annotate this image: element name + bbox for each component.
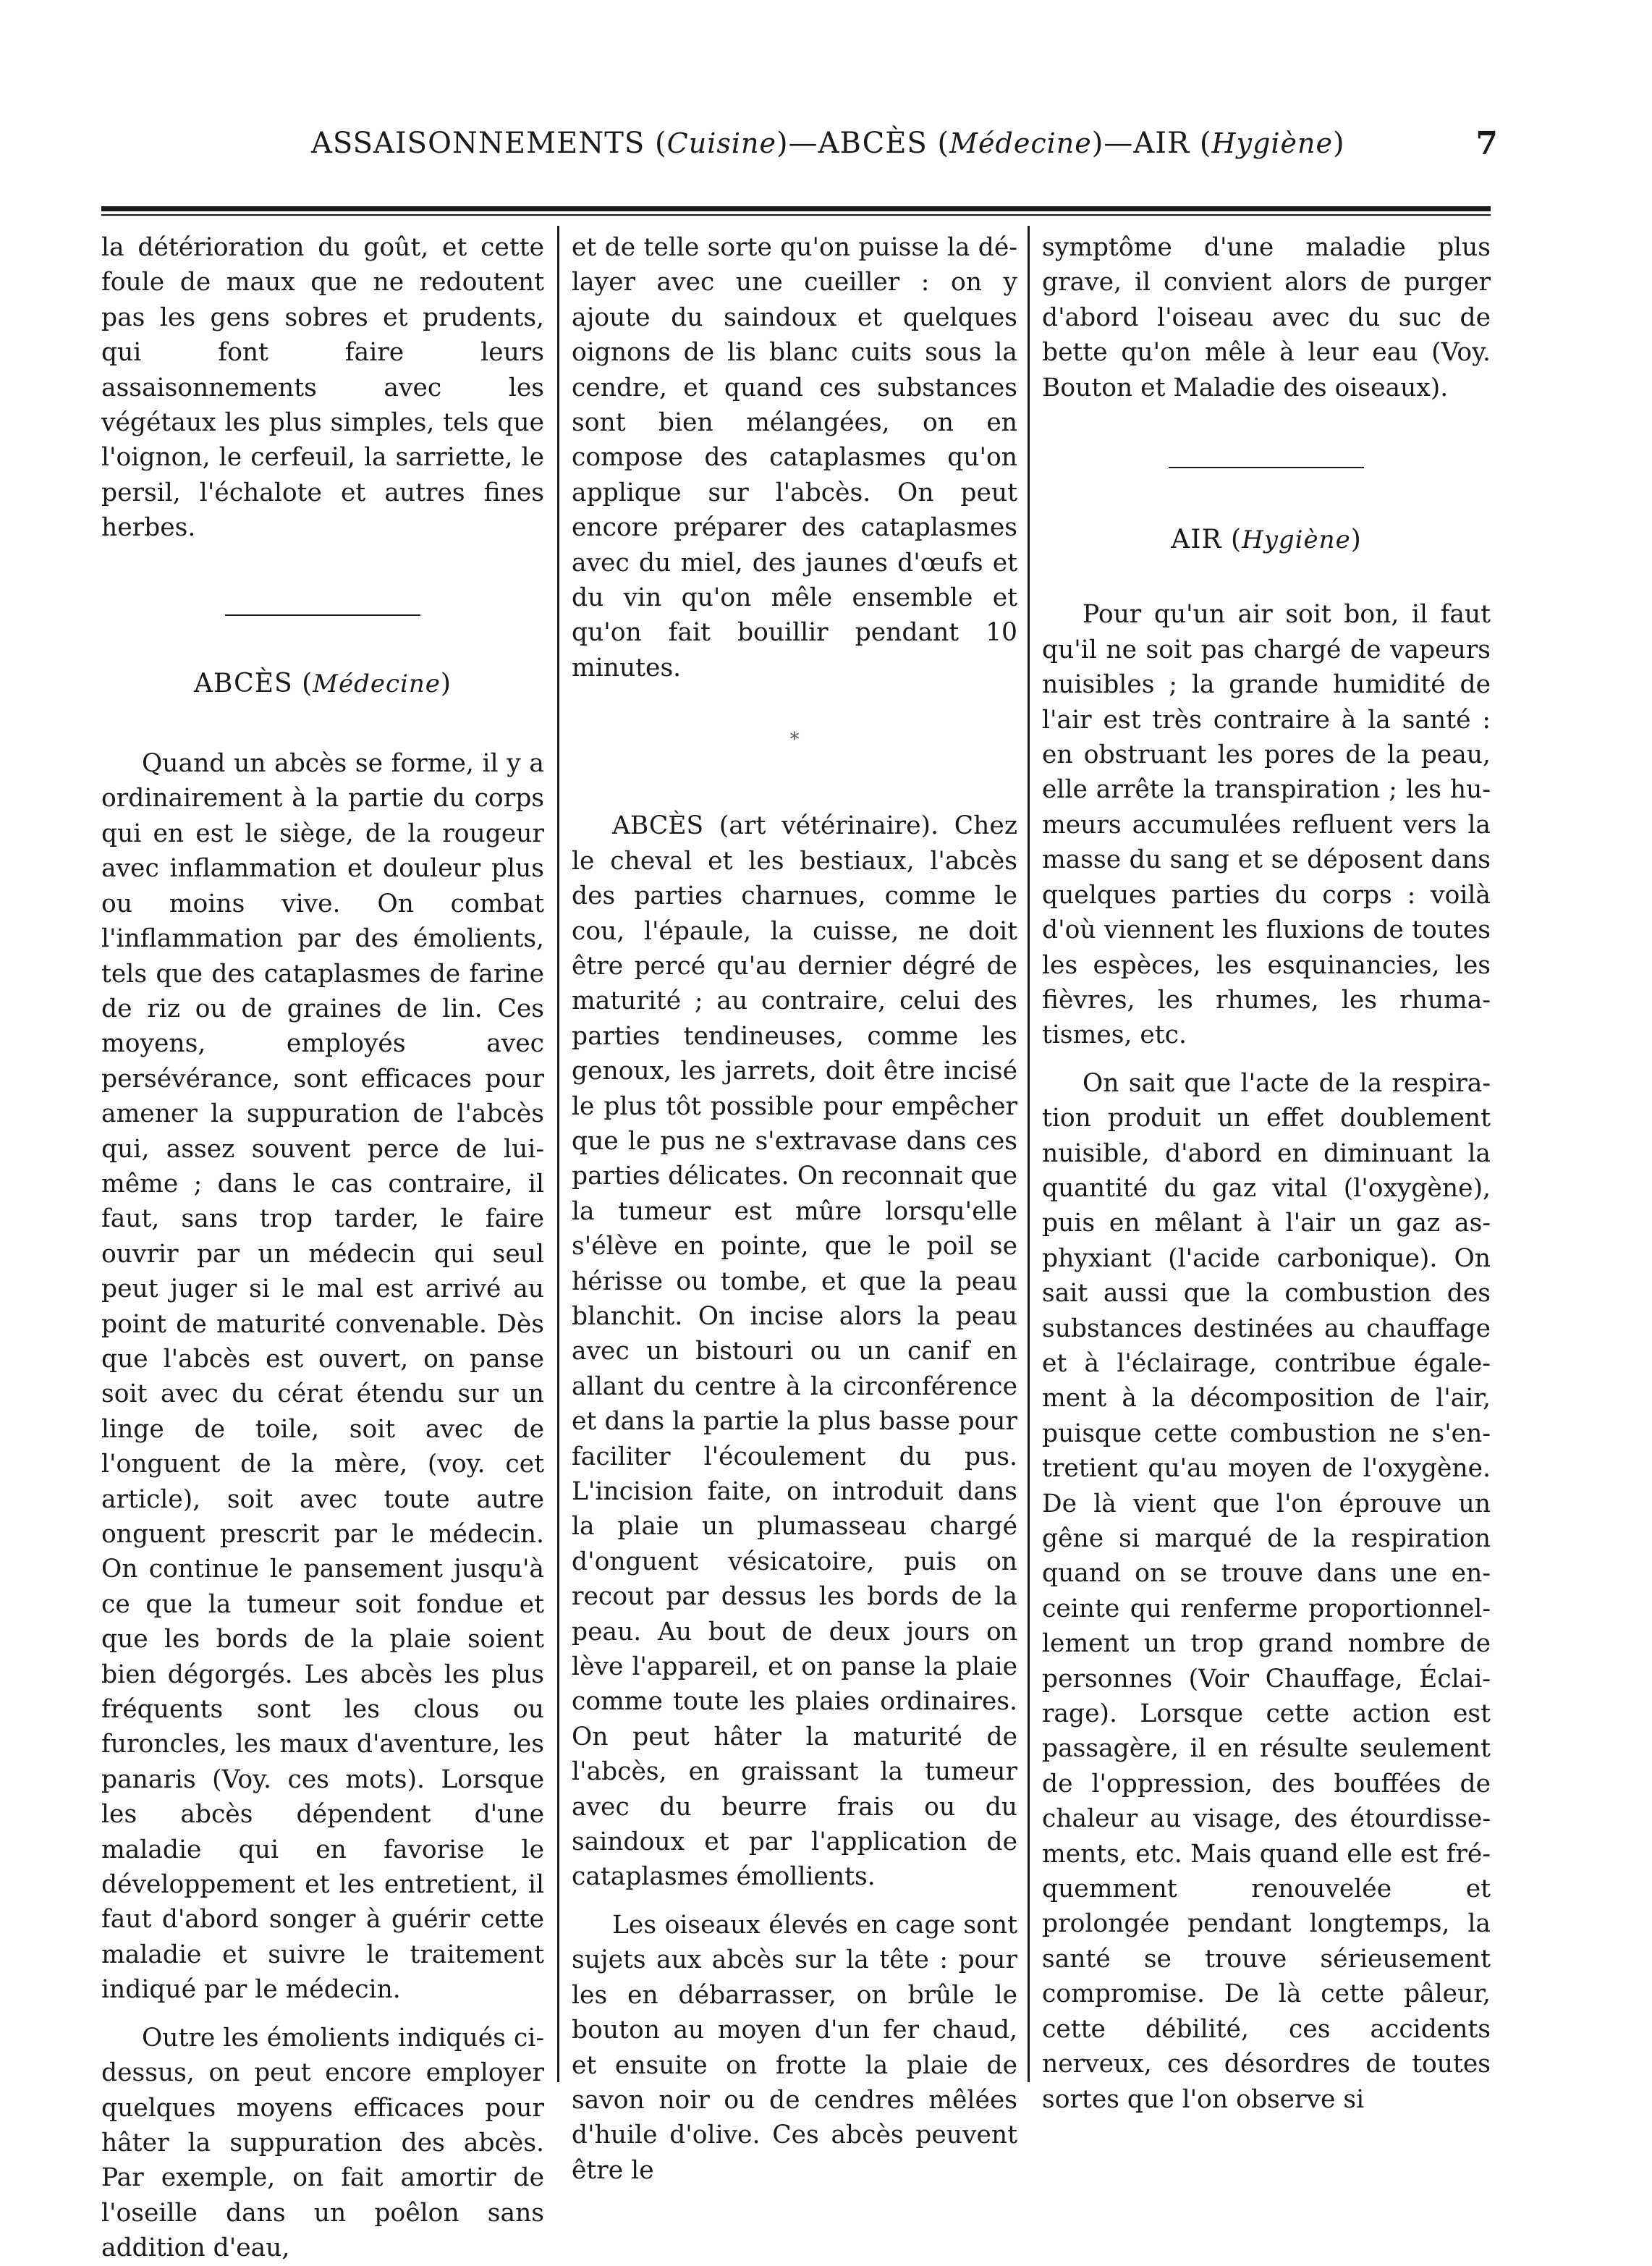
title-italic: Médecine <box>949 127 1092 159</box>
title-part: ) <box>1333 127 1345 160</box>
paragraph: symptôme d'une maladie plus grave, il convient alors de purger d'abord l'oiseau avec du suc de bette qu'on mêle à leur eau (Voy. Bouton et Maladie des oiseaux). <box>1042 233 1491 402</box>
paragraph-body: Chez le cheval et les bestiaux, l'abcès des parties charnues, comme le cou, l'épaule, la cuisse, ne doit être percé qu'au dernier dégré de maturité ; au contraire, celui des parties tendineuses, comme les genoux, les jarrets, doit être incisé le plus tôt possible pour empêcher que le pus ne s'extravase dans ces parties délicates. On reconnait que la tumeur est mûre lorsqu'elle s'élève en pointe, que le poil se hérisse ou tombe, et que la peau blanchit. On incise alors la peau avec un bistouri ou un canif en allant du centre à la circonférence et dans la partie la plus basse pour faciliter l'écoulement du pus. L'incision faite, on introduit dans la plaie un plumasseau chargé d'onguent vésicatoire, puis on recout par dessus les bords de la peau. Au bout de deux jours on lève l'appareil, et on panse la plaie comme toute les plaies ordinaires. On peut hâter la maturité de l'abcès, en graissant la tumeur avec du beurre frais ou du saindoux et par l'application de cataplasmes émollients. <box>572 811 1017 1892</box>
running-header <box>311 127 1498 170</box>
paragraph: Outre les émolients indiqués ci-dessus, on peut encore employer quelques moyens efficaces pour hâter la suppuration des abcès. Par exemple, on fait amortir de l'oseille dans un poêlon sans addition d'eau, <box>101 2023 544 2263</box>
column-2 <box>572 230 1017 2188</box>
paragraph: Quand un abcès se forme, il y a ordinairement à la partie du corps qui en est le siège, de la rougeur avec inflammation et douleur plus ou moins vive. On combat l'inflammation par des émolients, tels que des cataplasmes de farine de riz ou de graines de lin. Ces moyens, employés avec persévérance, sont efficaces pour amener la suppuration de l'abcès qui, assez souvent perce de lui-même ; dans le cas contraire, il faut, sans trop tarder, le faire ouvrir par un médecin qui seul peut juger si le mal est arrivé au point de maturité convenable. Dès que l'abcès est ouvert, on panse soit avec du cérat étendu sur un linge de toile, soit avec de l'onguent de la mère, (voy. cet article), soit avec toute autre onguent prescrit par le médecin. On continue le pansement jusqu'à ce que la tumeur soit fondue et que les bords de la plaie soient bien dégorgés. Les abcès les plus fréquents sont les clous ou furoncles, les maux d'aventure, les panaris (Voy. ces mots). Lorsque les abcès dépendent d'une maladie qui en favorise le développement et les entretient, il faut d'abord songer à guérir cette maladie et suivre le traitement indiqué par le médecin. <box>101 749 544 2005</box>
column-1 <box>101 230 544 2266</box>
heading-italic: Hygiène <box>1242 525 1351 555</box>
header-rule <box>101 206 1491 211</box>
section-heading <box>1042 523 1491 557</box>
heading-text: ABCÈS ( <box>194 668 313 698</box>
column-rule <box>1028 226 1030 2082</box>
paragraph <box>572 808 1017 1895</box>
title-italic: Cuisine <box>666 127 776 159</box>
title-part: ASSAISONNEMENTS ( <box>311 127 667 160</box>
title-italic: Hygiène <box>1211 127 1334 159</box>
column-rule <box>557 226 559 2082</box>
section-heading: ABCÈS (art vétérinaire). <box>612 811 939 841</box>
paragraph: On sait que l'acte de la respiration produit un effet doublement nuisible, d'abord en diminuant la quantité du gaz vital (l'oxygène), puis en mêlant à l'air un gaz asphyxiant (l'acide carbonique). On sait aussi que la combustion des substances destinées au chauffage et à l'éclairage, contribue également à la décomposition de l'air, puisque cette combustion ne s'entretient qu'au moyen de l'oxygène. De là vient que l'on éprouve un gêne si marqué de la respiration quand on se trouve dans une enceinte qui renferme proportionnellement un trop grand nombre de personnes (Voir Chauffage, Éclairage). Lorsque cette action est passagère, il en résulte seulement de l'oppression, des bouffées de chaleur au visage, des étourdissements, etc. Mais quand elle est fréquemment renouvelée et prolongée pendant longtemps, la santé se trouve sérieusement compromise. De là cette pâleur, cette débilité, ces accidents nerveux, ces désordres de toutes sortes que l'on observe si <box>1042 1068 1491 2114</box>
running-title <box>311 127 1345 160</box>
paragraph: Les oiseaux élevés en cage sont sujets aux abcès sur la tête : pour les en débarrasser, on brûle le bouton au moyen d'un fer chaud, et ensuite on frotte la plaie de savon noir ou de cendres mêlées d'huile d'olive. Ces abcès peuvent être le <box>572 1910 1017 2185</box>
column-3 <box>1042 230 1491 2117</box>
paragraph: et de telle sorte qu'on puisse la délayer avec une cueiller : on y ajoute du saindoux et quelques oignons de lis blanc cuits sous la cendre, et quand ces substances sont bien mélangées, on en compose des cataplasmes qu'on applique sur l'abcès. On peut encore préparer des cataplasmes avec du miel, des jaunes d'œufs et du vin qu'on mêle ensemble et qu'on fait bouillir pendant 10 minutes. <box>572 233 1017 682</box>
heading-text: ) <box>440 668 452 698</box>
page-number: 7 <box>1475 125 1498 162</box>
section-heading <box>101 667 544 701</box>
title-part: )—ABCÈS ( <box>776 127 950 160</box>
paragraph: Pour qu'un air soit bon, il faut qu'il ne soit pas chargé de vapeurs nuisibles ; la grande humidité de l'air est très contraire à la santé : en obstruant les pores de la peau, elle arrête la transpiration ; les humeurs accumulées refluent vers la masse du sang et se déposent dans quelques parties du corps : voilà d'où viennent les fluxions de toutes les espèces, les esquinancies, les fièvres, les rhumes, les rhumatismes, etc. <box>1042 600 1491 1050</box>
heading-text: AIR ( <box>1171 525 1242 555</box>
heading-italic: Médecine <box>313 669 441 698</box>
paragraph: la détérioration du goût, et cette foule de maux que ne redoutent pas les gens sobres et prudents, qui font faire leurs assaisonnements avec les végétaux les plus simples, tels que l'oignon, le cerfeuil, la sarriette, le persil, l'échalote et autres fines herbes. <box>101 233 544 543</box>
title-part: )—AIR ( <box>1091 127 1212 160</box>
heading-text: ) <box>1350 525 1362 555</box>
ornament: * <box>789 729 800 751</box>
